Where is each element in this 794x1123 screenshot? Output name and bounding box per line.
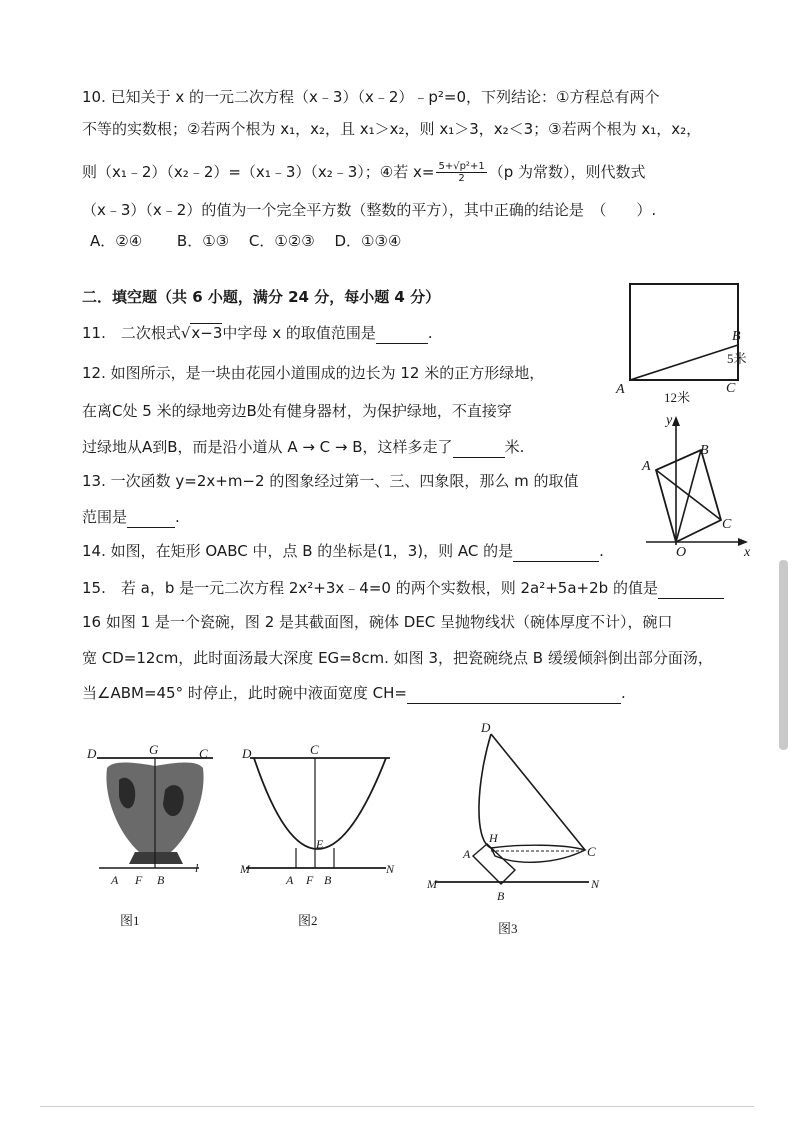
q12-line1: 12. 如图所示，是一块由花园小道围成的边长为 12 米的正方形绿地， xyxy=(82,364,545,382)
q14-pre: 14. 如图，在矩形 OABC 中，点 B 的坐标是(1，3)，则 AC 的是 xyxy=(82,542,514,560)
q16-answer-blank[interactable] xyxy=(407,685,621,704)
square-garden xyxy=(630,284,738,380)
figure-3-caption: 图3 xyxy=(498,921,518,936)
q11: 11. 二次根式√x−3中字母 x 的取值范围是 . xyxy=(82,324,433,342)
q12-answer-blank[interactable] xyxy=(453,439,505,458)
point-b-label: B xyxy=(324,873,332,887)
q16-line3-post: . xyxy=(620,684,626,702)
q14 xyxy=(82,540,604,562)
point-f-label: F xyxy=(135,873,143,887)
point-b-label: B xyxy=(157,873,165,887)
q10-fraction-numerator: 5+√p²+1 xyxy=(438,161,485,172)
point-n-label: N xyxy=(591,877,600,891)
point-c-label: C xyxy=(722,517,732,532)
q12-line3 xyxy=(82,436,524,458)
q13-line2-post: . xyxy=(175,508,180,526)
point-a-label: A xyxy=(642,459,651,474)
q10-fraction-denominator: 2 xyxy=(458,173,465,184)
point-m-label: M xyxy=(240,862,250,876)
q10-options: A．②④ B．①③ C．①②③ D．①③④ xyxy=(90,232,402,250)
label-5m: 5米 xyxy=(727,351,747,366)
soup-surface xyxy=(491,845,585,862)
bowl-foot xyxy=(129,852,183,864)
q13-line1: 13. 一次函数 y=2x+m−2 的图象经过第一、三、四象限，那么 m 的取值 xyxy=(82,472,579,490)
figure-q12-square xyxy=(612,278,752,408)
q15-answer-blank[interactable] xyxy=(658,580,724,599)
q13-answer-blank[interactable] xyxy=(127,509,175,528)
q10-line3 xyxy=(82,161,645,184)
parabola-dec xyxy=(254,758,386,849)
point-m-label: M xyxy=(427,877,437,891)
point-c-top-label: C xyxy=(310,742,319,757)
y-axis-arrow xyxy=(672,416,680,426)
q12-line3-post: 米. xyxy=(504,438,525,456)
q16-line2: 宽 CD=12cm，此时面汤最大深度 EG=8cm. 如图 3，把瓷碗绕点 B 缓缓倾斜倒出部分面汤， xyxy=(82,649,713,667)
q16-line3-pre: 当∠ABM=45° 时停止，此时碗中液面宽度 CH= xyxy=(82,684,407,702)
q11-post: 中字母 x 的取值范围是 xyxy=(222,324,376,342)
label-12m: 12米 xyxy=(664,390,691,405)
point-e-label: E xyxy=(316,837,324,851)
q14-answer-blank[interactable] xyxy=(513,543,599,562)
q11-pre: 11. 二次根式 xyxy=(82,324,181,342)
figure-2-caption: 图2 xyxy=(298,913,318,928)
q11-radicand: x−3 xyxy=(191,324,223,342)
point-d-label: D xyxy=(242,746,252,761)
axis-x-label: x xyxy=(744,545,751,560)
q15-text: 15. 若 a，b 是一元二次方程 2x²+3x﹣4=0 的两个实数根，则 2a²+5a+2b 的值是 xyxy=(82,579,658,597)
point-c-label: C xyxy=(587,844,596,859)
q10-fraction xyxy=(436,161,486,184)
point-a-label: A xyxy=(111,873,119,887)
q13-line2-pre: 范围是 xyxy=(82,508,128,526)
figure-1-caption: 图1 xyxy=(120,913,140,928)
figure-1-bowl-photo xyxy=(85,740,215,890)
rim-line-dc xyxy=(491,734,585,850)
point-d-label: D xyxy=(481,720,491,735)
q10-line4: （x﹣3）（x﹣2）的值为一个完全平方数（整数的平方），其中正确的结论是 （ ）. xyxy=(82,201,657,219)
q11-answer-blank[interactable] xyxy=(376,325,428,344)
point-n-label: N xyxy=(386,862,395,876)
diagonal-ob xyxy=(676,450,701,542)
bowl-foot xyxy=(473,844,515,884)
segment-ab xyxy=(630,345,738,380)
scrollbar[interactable] xyxy=(779,560,788,750)
point-b-label: B xyxy=(732,329,741,344)
q12-line2: 在离C处 5 米的绿地旁边B处有健身器材，为保护绿地，不直接穿 xyxy=(82,402,512,420)
q16-line3 xyxy=(82,682,626,704)
q10-line3-post: （p 为常数），则代数式 xyxy=(488,163,646,181)
point-h-label: H xyxy=(489,831,498,845)
q10-line1: 10. 已知关于 x 的一元二次方程（x﹣3）（x﹣2）﹣p²=0，下列结论：①方程总有两个 xyxy=(82,88,660,106)
q11-end: . xyxy=(427,324,433,342)
point-d-label: D xyxy=(87,746,97,761)
origin-label: O xyxy=(676,545,687,560)
page-bottom-rule xyxy=(40,1106,754,1107)
point-c-label: C xyxy=(726,381,736,396)
q16-line1: 16 如图 1 是一个瓷碗，图 2 是其截面图，碗体 DEC 呈抛物线状（碗体厚度不计），碗口 xyxy=(82,613,673,631)
point-b-label: B xyxy=(497,889,505,903)
point-b-label: B xyxy=(700,443,709,458)
point-g-label: G xyxy=(149,742,159,757)
q10-line3-pre: 则（x₁﹣2）（x₂﹣2）=（x₁﹣3）（x₂﹣3）；④若 x= xyxy=(82,163,435,181)
point-a-label: A xyxy=(616,382,625,397)
figure-3-tilted-bowl xyxy=(425,720,605,910)
q13-line2 xyxy=(82,506,180,528)
point-a-label: A xyxy=(463,847,471,861)
q12-line3-pre: 过绿地从A到B，而是沿小道从 A → C → B，这样多走了 xyxy=(82,438,453,456)
q14-post: . xyxy=(599,542,604,560)
figure-2-cross-section xyxy=(240,740,410,890)
point-f-label: F xyxy=(306,873,314,887)
point-a-label: A xyxy=(286,873,294,887)
q15 xyxy=(82,577,724,599)
q10-line2: 不等的实数根；②若两个根为 x₁，x₂，且 x₁＞x₂，则 x₁＞3，x₂＜3；③若两个根为 x₁，x₂， xyxy=(82,120,702,138)
point-c-label: C xyxy=(199,746,208,761)
line-l-label: l xyxy=(195,861,199,875)
axis-y-label: y xyxy=(666,413,673,428)
figure-q14-rectangle xyxy=(636,410,766,560)
section-title: 二．填空题（共 6 小题，满分 24 分，每小题 4 分） xyxy=(82,288,441,306)
